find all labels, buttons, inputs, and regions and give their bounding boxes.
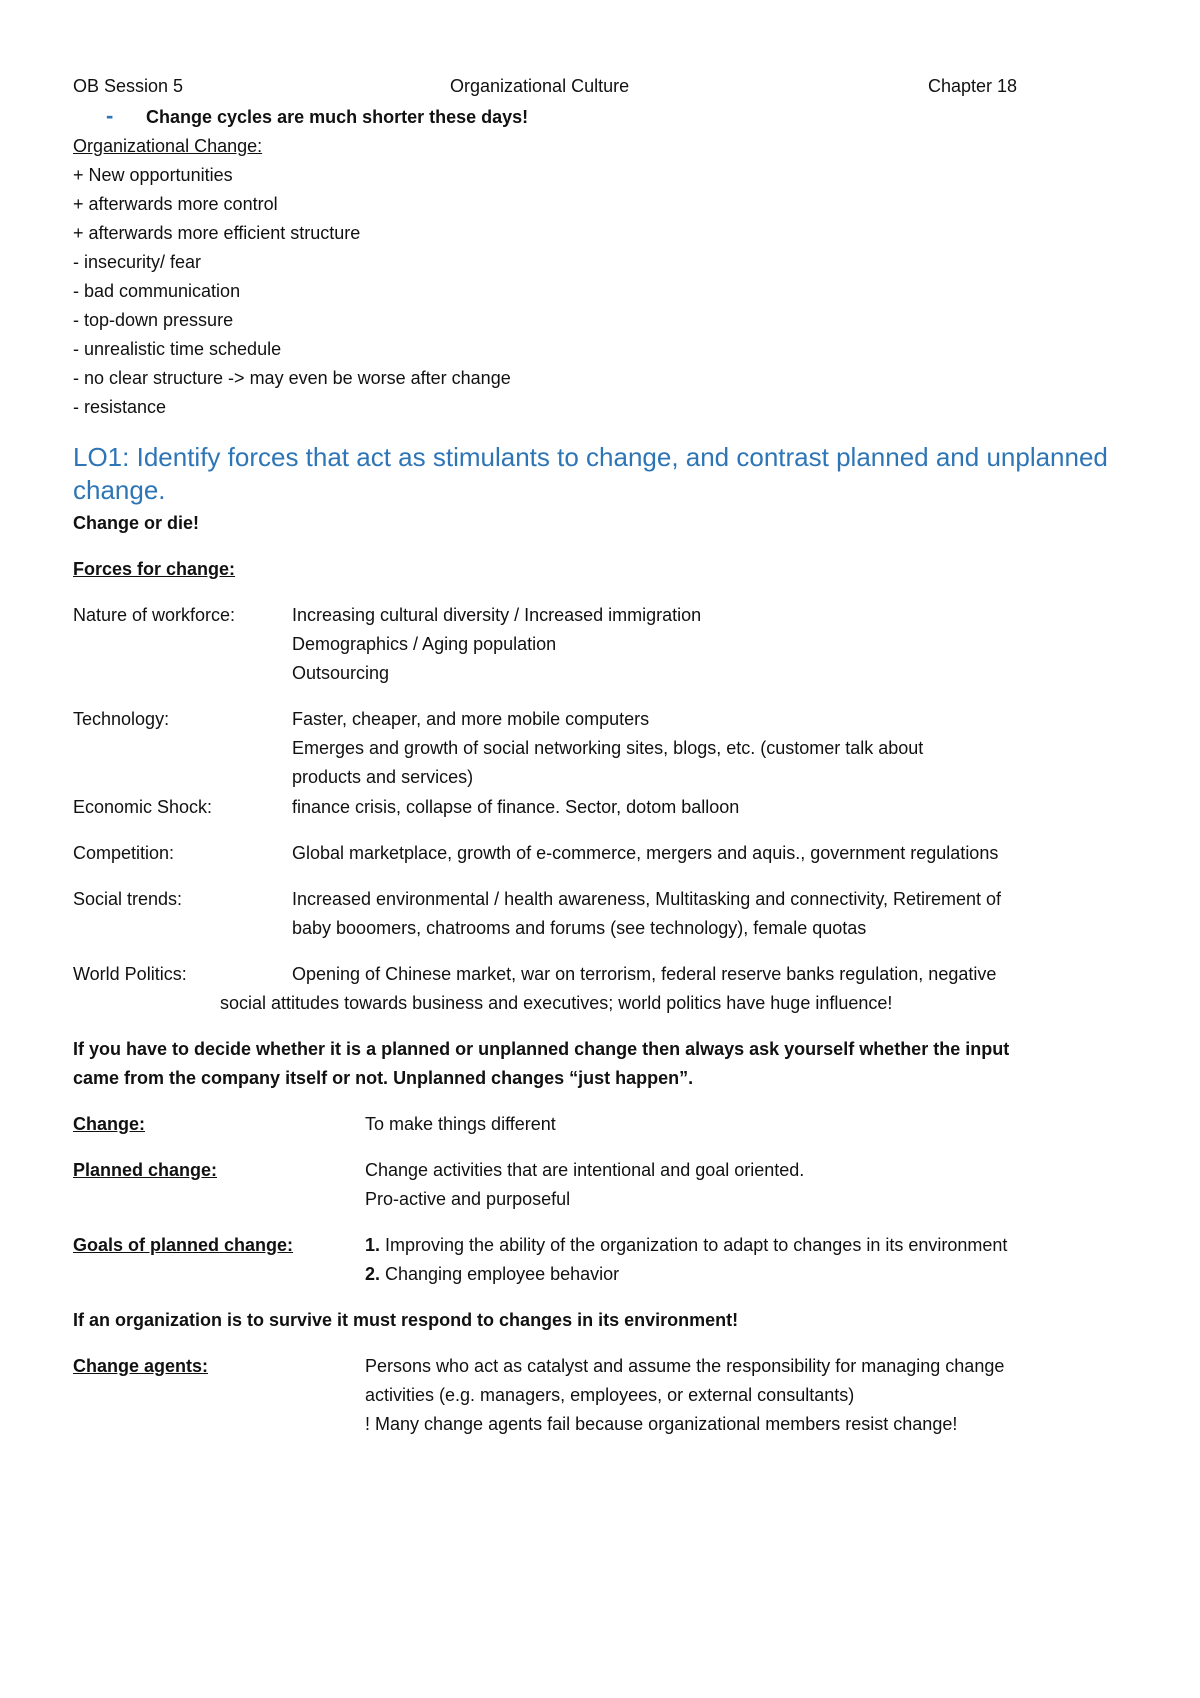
definition-line: Pro-active and purposeful (365, 1189, 571, 1209)
org-change-item: + afterwards more efficient structure (73, 223, 361, 243)
planned-note-line: came from the company itself or not. Unplanned changes “just happen”. (73, 1068, 694, 1088)
definition-line: ! Many change agents fail because organizational members resist change! (365, 1414, 958, 1434)
force-line: products and services) (292, 767, 474, 787)
header-left: OB Session 5 (73, 76, 184, 96)
force-line: Increasing cultural diversity / Increased immigration (292, 605, 702, 625)
force-line: Demographics / Aging population (292, 634, 557, 654)
term-goals: Goals of planned change: (73, 1235, 294, 1255)
goal-number: 1. (365, 1235, 381, 1255)
org-change-item: - resistance (73, 397, 167, 417)
goal-item (365, 1263, 619, 1285)
header-right: Chapter 18 (928, 76, 1018, 96)
org-change-item: + New opportunities (73, 165, 233, 185)
org-change-item: - top-down pressure (73, 310, 234, 330)
goal-text: Changing employee behavior (380, 1264, 620, 1284)
force-label-economic: Economic Shock: (73, 797, 213, 817)
force-line: finance crisis, collapse of finance. Sector, dotom balloon (292, 797, 740, 817)
forces-title: Forces for change: (73, 559, 236, 579)
term-change-agents: Change agents: (73, 1356, 209, 1376)
org-change-item: - unrealistic time schedule (73, 339, 282, 359)
org-change-item: - no clear structure -> may even be worse after change (73, 368, 511, 388)
org-change-item: - insecurity/ fear (73, 252, 202, 272)
force-label-competition: Competition: (73, 843, 175, 863)
force-line: Increased environmental / health awareness, Multitasking and connectivity, Retirement of (292, 889, 1002, 909)
force-label-workforce: Nature of workforce: (73, 605, 236, 625)
bullet-marker: - (106, 103, 114, 128)
force-line: Opening of Chinese market, war on terrorism, federal reserve banks regulation, negative (292, 964, 997, 984)
term-planned-change: Planned change: (73, 1160, 218, 1180)
bullet-text: Change cycles are much shorter these days! (146, 107, 529, 127)
definition-line: Persons who act as catalyst and assume the responsibility for managing change (365, 1356, 1005, 1376)
force-label-politics: World Politics: (73, 964, 187, 984)
goal-item (365, 1234, 1007, 1256)
org-change-item: + afterwards more control (73, 194, 278, 214)
survive-note: If an organization is to survive it must respond to changes in its environment! (73, 1310, 739, 1330)
change-or-die: Change or die! (73, 513, 200, 533)
org-change-title: Organizational Change: (73, 136, 263, 156)
force-line: social attitudes towards business and executives; world politics have huge influence! (220, 993, 893, 1013)
force-line: Emerges and growth of social networking sites, blogs, etc. (customer talk about (292, 738, 924, 758)
force-line: baby booomers, chatrooms and forums (see technology), female quotas (292, 918, 867, 938)
header-center: Organizational Culture (450, 76, 630, 96)
definition-line: activities (e.g. managers, employees, or external consultants) (365, 1385, 855, 1405)
goal-number: 2. (365, 1264, 381, 1284)
planned-note-line: If you have to decide whether it is a planned or unplanned change then always ask yourself whether the input (73, 1039, 1010, 1059)
definition-line: To make things different (365, 1114, 556, 1134)
force-line: Global marketplace, growth of e-commerce, mergers and aquis., government regulations (292, 843, 999, 863)
force-label-social: Social trends: (73, 889, 183, 909)
force-line: Faster, cheaper, and more mobile computers (292, 709, 650, 729)
lo1-heading: LO1: Identify forces that act as stimulants to change, and contrast planned and unplanned change. (73, 442, 1108, 505)
org-change-item: - bad communication (73, 281, 241, 301)
goal-text: Improving the ability of the organization to adapt to changes in its environment (380, 1235, 1008, 1255)
definition-line: Change activities that are intentional and goal oriented. (365, 1160, 805, 1180)
term-change: Change: (73, 1114, 145, 1134)
force-label-technology: Technology: (73, 709, 170, 729)
force-line: Outsourcing (292, 663, 390, 683)
